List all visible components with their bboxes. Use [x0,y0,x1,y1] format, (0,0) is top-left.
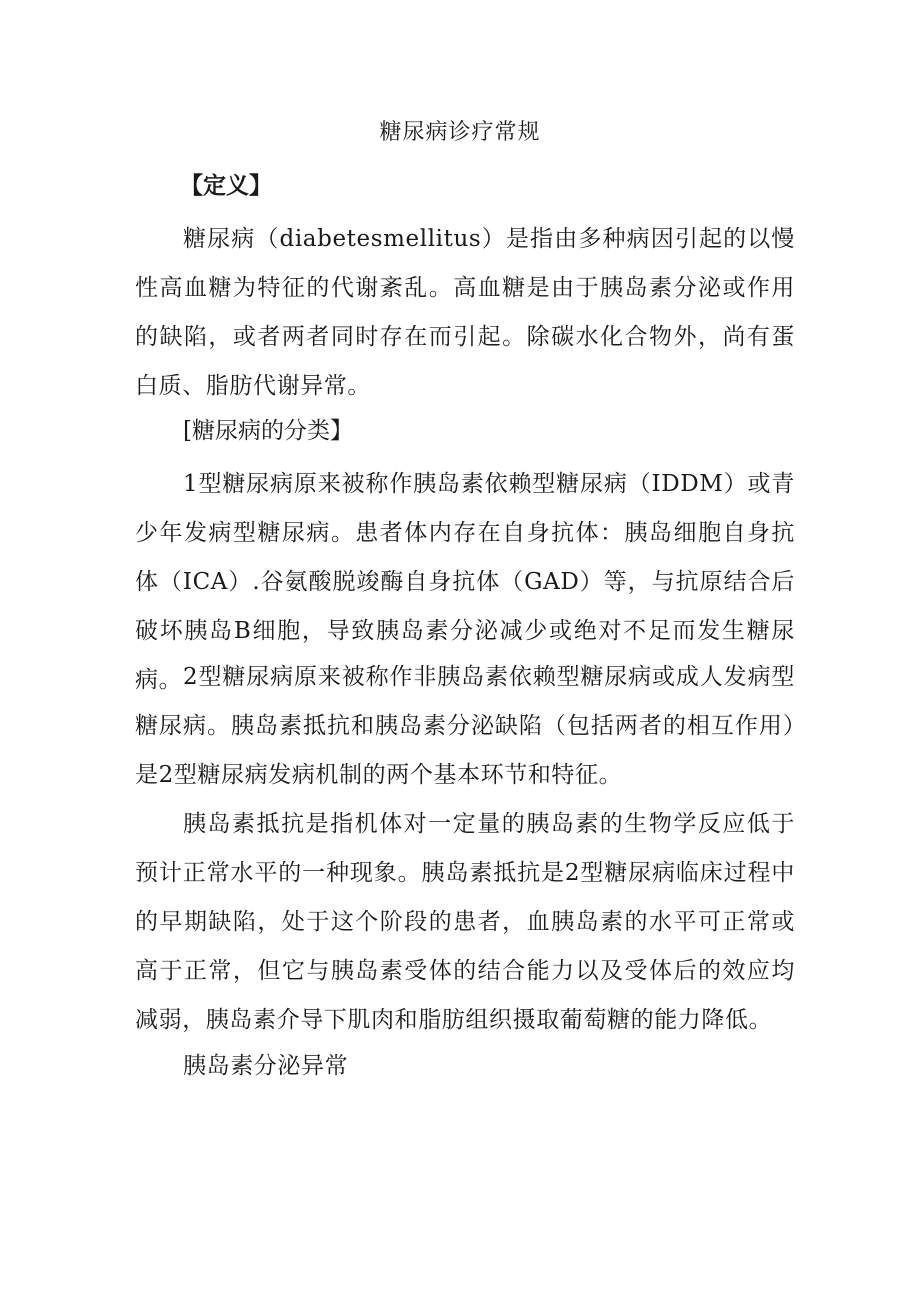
section-heading-definition: 【定义】 [180,173,272,199]
paragraph-definition: 糖尿病（diabetesmellitus）是指由多种病因引起的以慢性高血糖为特征的代谢紊乱。高血糖是由于胰岛素分泌或作用的缺陷，或者两者同时存在而引起。除碳水化合物外，尚有蛋白质、脂肪代谢异常。 [135,226,795,399]
paragraph-type1: 1型糖尿病原来被称作胰岛素依赖型糖尿病（IDDM）或青少年发病型糖尿病。患者体内存在自身抗体：胰岛细胞自身抗体（ICA）.谷氨酸脱竣酶自身抗体（GAD）等，与抗原结合后破坏胰岛B细胞，导致胰岛素分泌减少或绝对不足而发生糖尿病。 [135,471,795,693]
document-title: 糖尿病诊疗常规 [379,120,541,145]
paragraph-insulin-resistance: 胰岛素抵抗是指机体对一定量的胰岛素的生物学反应低于预计正常水平的一种现象。胰岛素抵抗是2型糖尿病临床过程中的早期缺陷，处于这个阶段的患者，血胰岛素的水平可正常或高于正常，但它与胰岛素受体的结合能力以及受体后的效应均减弱，胰岛素介导下肌肉和脂肪组织摄取葡萄糖的能力降低。 [135,811,795,1033]
section-heading-secretion: 胰岛素分泌异常 [183,1053,349,1079]
paragraph-type2: 2型糖尿病原来被称作非胰岛素依赖型糖尿病或成人发病型糖尿病。胰岛素抵抗和胰岛素分泌缺陷（包括两者的相互作用）是2型糖尿病发病机制的两个基本环节和特征。 [135,664,795,788]
section-heading-classification: [糖尿病的分类】 [183,418,353,444]
